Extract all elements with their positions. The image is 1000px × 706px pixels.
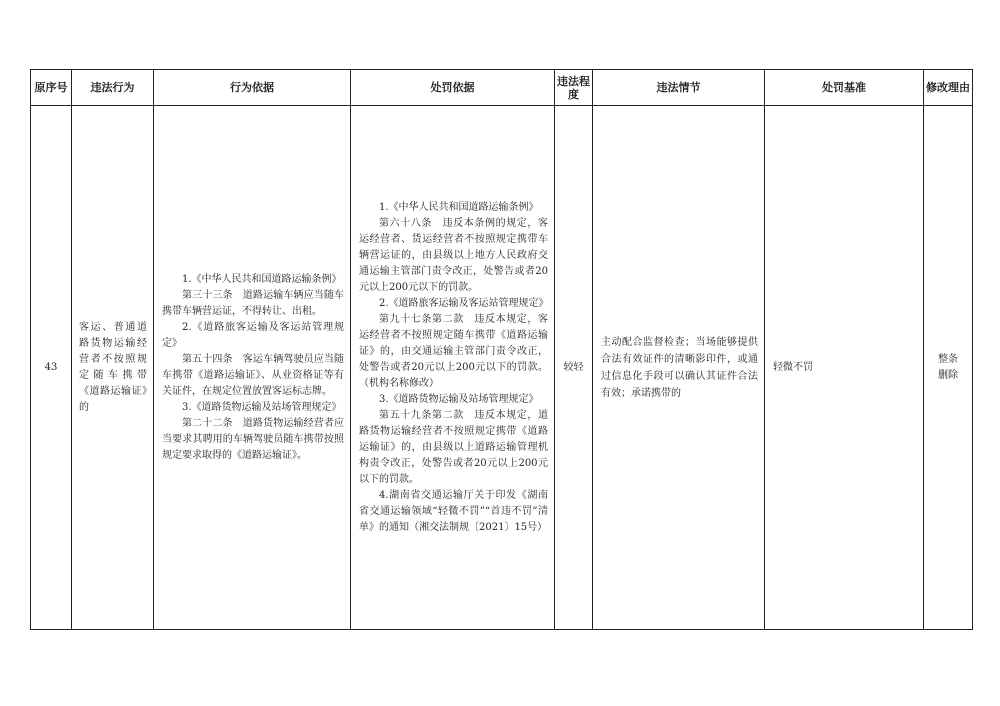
header-degree: 违法程度 — [555, 70, 593, 106]
basis-paragraph: 2.《道路旅客运输及客运站管理规定》 — [162, 321, 344, 349]
row-number: 43 — [31, 106, 72, 630]
penalty-paragraph: 第五十九条第二款 违反本规定，道路货物运输经营者不按照规定携带《道路运输证》的，由县级以上道路运输管理机构责令改正，处警告或者20元以上200元以下的罚款。 — [359, 409, 548, 485]
violation-act: 客运、普通道路货物运输经营者不按照规定随车携带《道路运输证》的 — [72, 106, 154, 630]
header-row — [31, 70, 973, 106]
header-penalty: 处罚依据 — [351, 70, 555, 106]
basis-paragraph: 1.《中华人民共和国道路运输条例》 — [182, 273, 342, 285]
basis-paragraph: 3.《道路货物运输及站场管理规定》 — [182, 401, 342, 413]
basis-paragraph: 第三十三条 道路运输车辆应当随车携带车辆营运证，不得转让、出租。 — [162, 289, 344, 317]
penalty-paragraph: 1.《中华人民共和国道路运输条例》 — [379, 201, 539, 213]
header-circumstance: 违法情节 — [593, 70, 765, 106]
penalty-standard-table — [30, 69, 973, 630]
penalty-paragraph: 4.湖南省交通运输厅关于印发《湖南省交通运输领域“轻微不罚”“首违不罚”清单》的通知（湘交法制规〔2021〕15号） — [359, 489, 548, 533]
table-row — [31, 106, 973, 630]
header-reason: 修改理由 — [924, 70, 973, 106]
basis-paragraph: 第五十四条 客运车辆驾驶员应当随车携带《道路运输证》、从业资格证等有关证件，在规定位置放置客运标志牌。 — [162, 353, 344, 397]
behavior-basis — [154, 106, 351, 630]
penalty-standard: 轻微不罚 — [765, 106, 924, 630]
penalty-paragraph: 第六十八条 违反本条例的规定，客运经营者、货运经营者不按照规定携带车辆营运证的，由县级以上地方人民政府交通运输主管部门责令改正，处警告或者20元以上200元以下的罚款。 — [359, 217, 548, 293]
basis-paragraph: 第二十二条 道路货物运输经营者应当要求其聘用的车辆驾驶员随车携带按照规定要求取得的《道路运输证》。 — [162, 417, 344, 461]
penalty-basis — [351, 106, 555, 630]
penalty-paragraph: 第九十七条第二款 违反本规定，客运经营者不按照规定随车携带《道路运输证》的，由交通运输主管部门责令改正，处警告或者20元以上200元以下的罚款。（机构名称修改） — [359, 313, 548, 389]
modification-reason: 整条删除 — [924, 106, 973, 630]
violation-degree: 较轻 — [555, 106, 593, 630]
violation-circumstance: 主动配合监督检查；当场能够提供合法有效证件的清晰影印件，或通过信息化手段可以确认其证件合法有效；承诺携带的 — [593, 106, 765, 630]
header-basis: 行为依据 — [154, 70, 351, 106]
header-standard: 处罚基准 — [765, 70, 924, 106]
header-no: 原序号 — [31, 70, 72, 106]
penalty-paragraph: 2.《道路旅客运输及客运站管理规定》 — [379, 297, 549, 309]
penalty-paragraph: 3.《道路货物运输及站场管理规定》 — [379, 393, 539, 405]
header-act: 违法行为 — [72, 70, 154, 106]
